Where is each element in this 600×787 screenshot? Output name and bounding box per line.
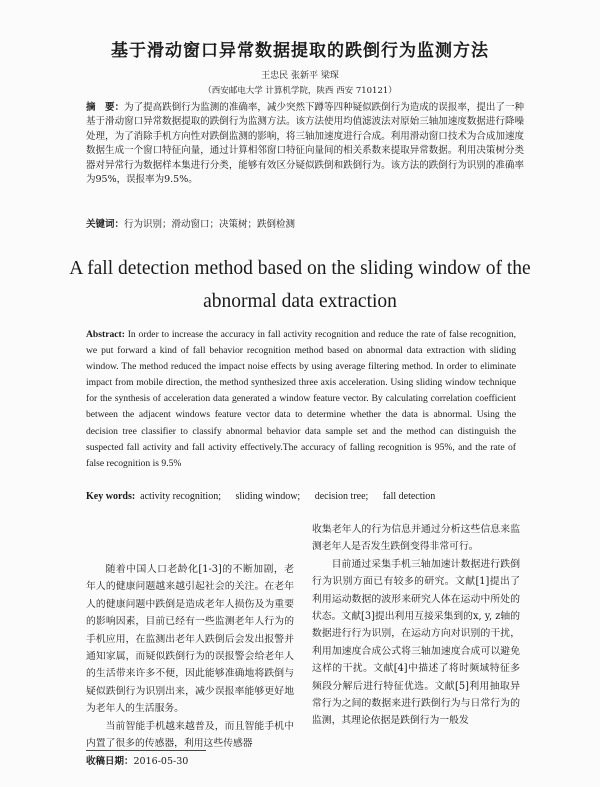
chinese-abstract-label: 摘 要：	[86, 102, 125, 113]
keyword-item: sliding window;	[235, 491, 301, 502]
received-date-value: 2016-05-30	[133, 756, 189, 767]
english-keywords	[86, 491, 516, 502]
english-keywords-label: Key words:	[86, 491, 136, 502]
english-abstract	[86, 327, 516, 472]
chinese-keywords-label: 关键词：	[86, 219, 125, 230]
keyword-item: activity recognition;	[140, 491, 221, 502]
english-abstract-text: In order to increase the accuracy in fall activity recognition and reduce the rate of false recognition, we put forward a kind of fall behavior recognition method based on abnormal data extraction with sliding window. The method reduced the impact noise effects by using average filtering method. In order to eliminate impact from mobile direction, the method synthesized three axis acceleration. Using sliding window technique for the synthesis of acceleration data generated a window feature vector. By calculating correlation coefficient between the adjacent windows feature vector data to determine whether the data is abnormal. Using the decision tree classifier to classify abnormal behavior data sample set and the method can distinguish the suspected fall activity and fall activity effectively.The accuracy of falling recognition is 95%, and the rate of false recognition is 9.5%	[86, 329, 516, 469]
chinese-abstract	[86, 101, 524, 187]
received-date	[86, 753, 188, 767]
keyword-item: decision tree;	[314, 491, 369, 502]
body-column-right	[312, 521, 520, 730]
body-paragraph: 收集老年人的行为信息并通过分析这些信息来监测老年人是否发生跌倒变得非常可行。	[312, 524, 520, 553]
chinese-abstract-text: 为了提高跌倒行为监测的准确率，减少突然下蹲等四种疑似跌倒行为造成的误报率，提出了一种基于滑动窗口异常数据提取的跌倒行为监测方法。该方法使用均值滤波法对原始三轴加速度数据进行降噪处理，为了消除手机方向性对跌倒监测的影响，将三轴加速度进行合成。利用滑动窗口技术为合成加速度数据生成一个窗口特征向量，通过计算相邻窗口特征向量间的相关系数来提取异常数据。利用决策树分类器对异常行为数据样本集进行分类，能够有效区分疑似跌倒和跌倒行为。该方法的跌倒行为识别的准确率为95%，误报率为9.5%。	[86, 102, 524, 186]
received-date-label: 收稿日期：	[86, 756, 134, 767]
english-abstract-label: Abstract:	[86, 329, 125, 340]
affiliation: （西安邮电大学 计算机学院，陕西 西安 710121）	[203, 86, 397, 96]
english-title: A fall detection method based on the sliding window of the abnormal data extraction	[69, 258, 531, 312]
body-column-left	[86, 561, 294, 752]
body-paragraph: 目前通过采集手机三轴加速计数据进行跌倒行为识别方面已有较多的研究。文献[1]提出了利用运动数据的波形来研究人体在运动中所处的状态。文献[3]提出利用互接采集到的x, y, z轴的数据进行行为识别，在运动方向对识别的干扰，利用加速度合成公式将三轴加速度合成可以避免这样的干扰。文献[4]中描述了将时频域特征多频段分解后进行特征优选。文献[5]利用抽取异常行为之间的数据来进行跌倒行为与日常行为的监测，其理论依据是跌倒行为一般发	[312, 558, 520, 727]
keyword-item: fall detection	[382, 491, 436, 502]
body-paragraph: 随着中国人口老龄化[1-3]的不断加剧，老年人的健康问题越来越引起社会的关注。在老年人的健康问题中跌倒是造成老年人损伤及为重要的影响因素，目前已经有一些监测老年人行为的手机应用，在监测出老年人跌倒后会发出报警并通知家属，而疑似跌倒行为的误报警会给老年人的生活带来许多不便，因此能够准确地将跌倒与疑似跌倒行为识别出来，减少误报率能够更好地为老年人的生活服务。	[86, 564, 294, 715]
chinese-keywords-text: 行为识别；滑动窗口；决策树；跌倒检测	[124, 219, 296, 230]
body-paragraph: 当前智能手机越来越普及，而且智能手机中内置了很多的传感器，利用这些传感器	[86, 720, 294, 750]
chinese-keywords	[86, 216, 524, 230]
authors: 王忠民 张新平 梁琛	[261, 71, 339, 81]
footnote-divider	[86, 750, 206, 751]
chinese-title: 基于滑动窗口异常数据提取的跌倒行为监测方法	[111, 41, 489, 61]
